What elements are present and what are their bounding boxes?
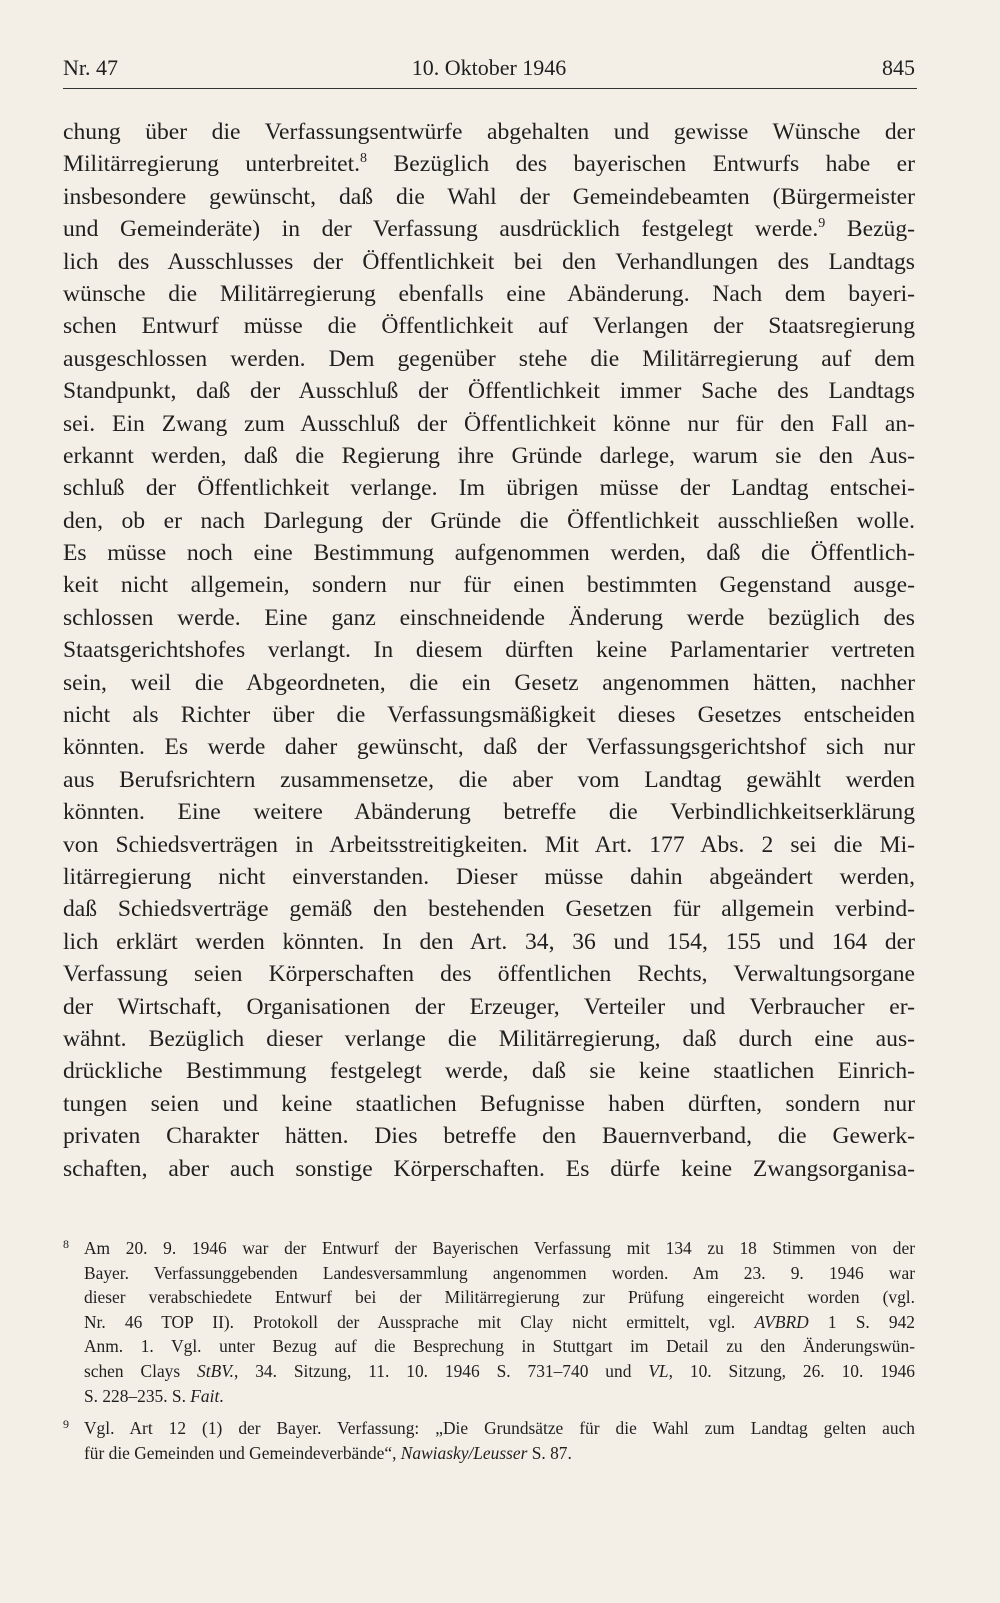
body-line: drückliche Bestimmung festgelegt werde, daß sie keine staatlichen Einrich-	[63, 1058, 915, 1085]
footnote-mark: 9	[63, 1417, 69, 1432]
body-line: aus Berufsrichtern zusammensetze, die aber vom Landtag gewählt werden	[63, 766, 915, 793]
body-line: Standpunkt, daß der Ausschluß der Öffentlichkeit immer Sache des Landtags	[63, 378, 915, 405]
footnote-9	[63, 1416, 915, 1465]
body-line: Staatsgerichtshofes verlangt. In diesem dürften keine Parlamentarier vertreten	[63, 637, 915, 664]
footnotes	[63, 1236, 915, 1465]
body-line: erkannt werden, daß die Regierung ihre Gründe darlege, warum sie den Aus-	[63, 442, 915, 469]
footnote-line: Bayer. Verfassunggebenden Landesversammlung angenommen worden. Am 23. 9. 1946 war	[84, 1262, 915, 1283]
body-paragraph	[63, 116, 915, 1185]
footnote-text-segment: 1 S. 942	[808, 1311, 916, 1332]
running-header	[63, 50, 915, 86]
header-date: 10. Oktober 1946	[411, 55, 567, 80]
footnote-text-segment: schen Clays	[84, 1360, 198, 1381]
footnote-8	[63, 1236, 915, 1408]
body-line	[63, 213, 915, 245]
citation-abbrev: AVBRD	[754, 1311, 809, 1332]
footnote-line: Vgl. Art 12 (1) der Bayer. Verfassung: „Die Grundsätze für die Wahl zum Landtag gelten auch	[84, 1418, 915, 1439]
body-line: wähnt. Bezüglich dieser verlange die Militärregierung, daß durch eine aus-	[63, 1025, 915, 1052]
page-number: 845	[882, 55, 915, 80]
footnote-text-segment: Nr. 46 TOP II). Protokoll der Aussprache mit Clay nicht ermittelt, vgl.	[84, 1311, 755, 1332]
footnote-text-segment: S. 228–235. S.	[84, 1385, 191, 1406]
body-line: wünsche die Militärregierung ebenfalls eine Abänderung. Nach dem bayeri-	[63, 280, 915, 307]
body-line: sein, weil die Abgeordneten, die ein Gesetz angenommen hätten, nachher	[63, 669, 915, 696]
body-line: daß Schiedsverträge gemäß den bestehenden Gesetzen für allgemein verbind-	[63, 896, 915, 923]
footnote-line	[84, 1310, 915, 1335]
body-text-segment: Bezüglich des bayerischen Entwurfs habe er	[367, 151, 916, 178]
body-text-segment: Bezüg-	[825, 216, 915, 243]
footnote-text-segment: S. 87.	[527, 1442, 572, 1463]
issue-number: Nr. 47	[63, 55, 118, 80]
footnote-line: dieser verabschiedete Entwurf bei der Militärregierung zur Prüfung eingereicht worden (vgl.	[84, 1287, 915, 1308]
body-line: Es müsse noch eine Bestimmung aufgenommen werden, daß die Öffentlich-	[63, 540, 915, 567]
footnote-text-segment: .	[219, 1385, 224, 1406]
citation-abbrev: Fait	[190, 1385, 220, 1406]
body-line	[63, 148, 915, 180]
footnote-ref-8[interactable]: 8	[360, 151, 368, 167]
footnote-line: Anm. 1. Vgl. unter Bezug auf die Besprechung in Stuttgart im Detail zu den Änderungswün-	[84, 1336, 915, 1357]
body-line: lich erklärt werden könnten. In den Art. 34, 36 und 154, 155 und 164 der	[63, 928, 915, 955]
body-line: Verfassung seien Körperschaften des öffentlichen Rechts, Verwaltungsorgane	[63, 961, 915, 988]
body-line: ausgeschlossen werden. Dem gegenüber stehe die Militärregierung auf dem	[63, 345, 915, 372]
body-line: sei. Ein Zwang zum Ausschluß der Öffentlichkeit könne nur für den Fall an-	[63, 410, 915, 437]
footnote-line	[84, 1441, 915, 1466]
body-line: den, ob er nach Darlegung der Gründe die Öffentlichkeit ausschließen wolle.	[63, 507, 915, 534]
citation-abbrev: Nawiasky/Leusser	[400, 1442, 528, 1463]
body-line: insbesondere gewünscht, daß die Wahl der Gemeindebeamten (Bürgermeister	[63, 183, 915, 210]
body-line: keit nicht allgemein, sondern nur für einen bestimmten Gegenstand ausge-	[63, 572, 915, 599]
body-text-segment: Militärregierung unterbreitet.	[63, 151, 361, 178]
body-line: nicht als Richter über die Verfassungsmäßigkeit dieses Gesetzes entscheiden	[63, 702, 915, 729]
body-line: könnten. Eine weitere Abänderung betreffe die Verbindlichkeitserklärung	[63, 799, 915, 826]
footnote-ref-9[interactable]: 9	[818, 216, 826, 232]
footnote-text-segment: , 34. Sitzung, 11. 10. 1946 S. 731–740 und	[233, 1360, 649, 1381]
body-line: könnten. Es werde daher gewünscht, daß der Verfassungsgerichtshof sich nur	[63, 734, 915, 761]
body-line: schen Entwurf müsse die Öffentlichkeit auf Verlangen der Staatsregierung	[63, 313, 915, 340]
body-line: schluß der Öffentlichkeit verlange. Im übrigen müsse der Landtag entschei-	[63, 475, 915, 502]
body-line: der Wirtschaft, Organisationen der Erzeuger, Verteiler und Verbraucher er-	[63, 993, 915, 1020]
header-rule	[63, 88, 917, 89]
body-line: lich des Ausschlusses der Öffentlichkeit bei den Verhandlungen des Landtags	[63, 248, 915, 275]
body-line: privaten Charakter hätten. Dies betreffe den Bauernverband, die Gewerk-	[63, 1123, 915, 1150]
body-line: von Schiedsverträgen in Arbeitsstreitigkeiten. Mit Art. 177 Abs. 2 sei die Mi-	[63, 831, 915, 858]
footnote-mark: 8	[63, 1237, 69, 1251]
body-text-segment: und Gemeinderäte) in der Verfassung ausdrücklich festgelegt werde.	[63, 216, 819, 243]
body-line: schaften, aber auch sonstige Körperschaften. Es dürfe keine Zwangsorganisa-	[63, 1155, 915, 1182]
footnote-line	[84, 1359, 915, 1384]
citation-abbrev: StBV.	[197, 1360, 234, 1381]
footnote-line	[84, 1384, 915, 1409]
body-line: chung über die Verfassungsentwürfe abgehalten und gewisse Wünsche der	[63, 119, 915, 145]
footnote-text-segment: , 10. Sitzung, 26. 10. 1946	[668, 1360, 916, 1381]
body-line: litärregierung nicht einverstanden. Dieser müsse dahin abgeändert werden,	[63, 863, 915, 890]
body-line: schlossen werde. Eine ganz einschneidende Änderung werde bezüglich des	[63, 604, 915, 631]
citation-abbrev: VL	[648, 1360, 669, 1381]
body-line: tungen seien und keine staatlichen Befugnisse haben dürften, sondern nur	[63, 1090, 915, 1117]
footnote-text-segment: für die Gemeinden und Gemeindeverbände“,	[84, 1442, 401, 1463]
footnote-line: Am 20. 9. 1946 war der Entwurf der Bayerischen Verfassung mit 134 zu 18 Stimmen von der	[84, 1238, 915, 1258]
